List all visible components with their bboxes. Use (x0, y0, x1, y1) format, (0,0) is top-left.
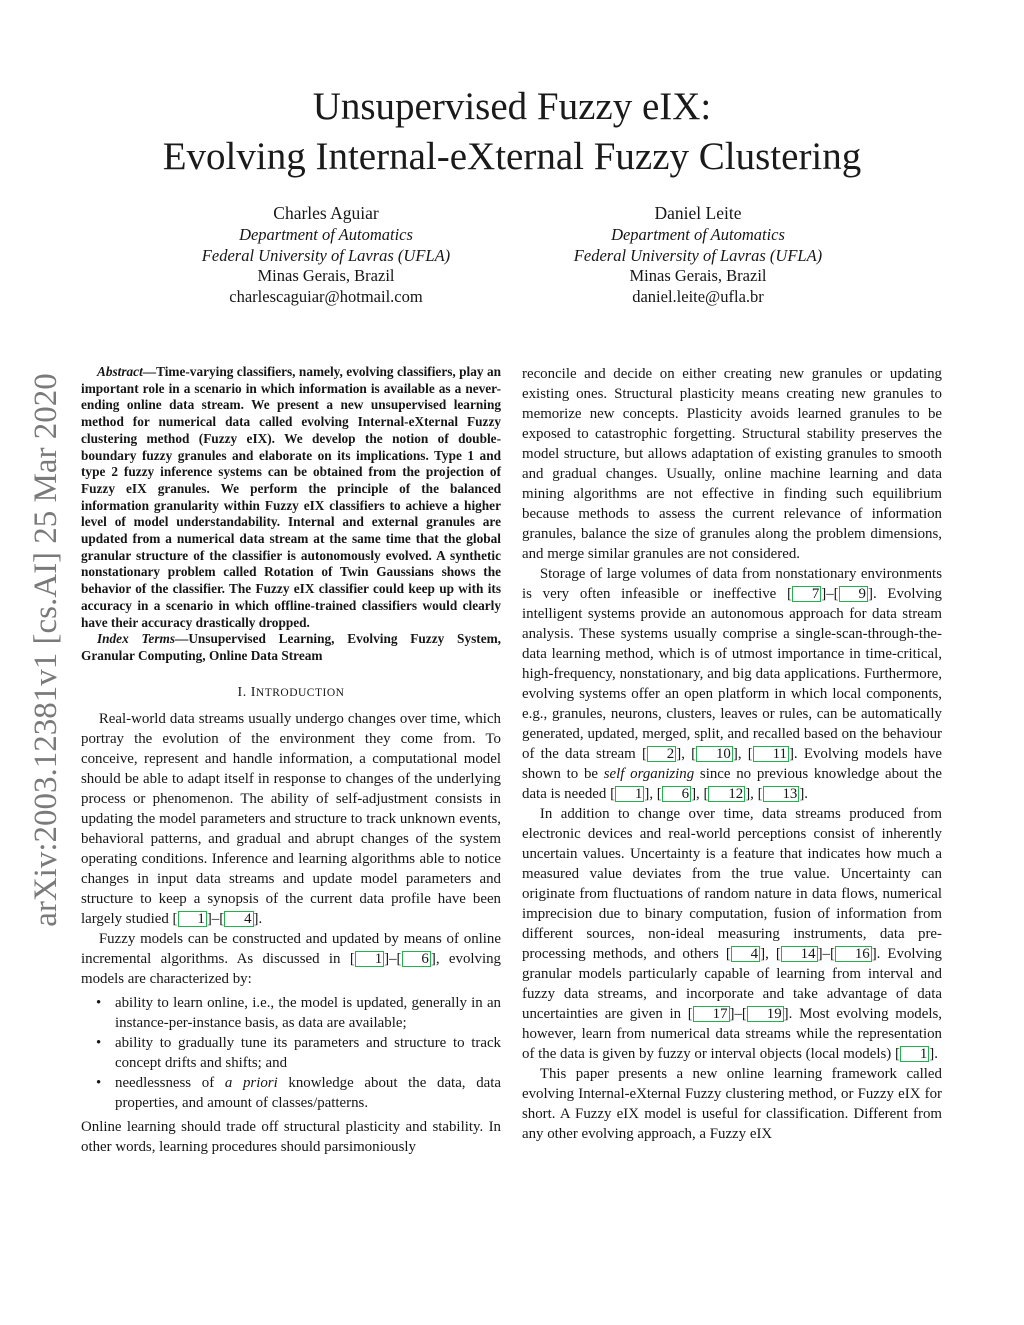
abstract-label: Abstract (96, 364, 143, 379)
citation-link[interactable]: 4 (224, 911, 253, 927)
citation-link[interactable]: 11 (753, 746, 789, 762)
citation-link[interactable]: 19 (747, 1006, 784, 1022)
paragraph: Fuzzy models can be constructed and updated by means of online incremental algorithms. As discussed in [ 1 ]–[ 6 ], evolving models are characterized by: (81, 930, 502, 987)
paragraph: Real-world data streams usually undergo changes over time, which portray the evolution of the environment they come from. To conceive, represent and handle information, a computational model should be able to adapt itself in response to changes of the underlying process or phenomenon. The ability of self-adjustment consists in updating the model parameters and structure to track unknown events, behavioral patterns, and gradual and abrupt changes of the system operating conditions. Inference and learning algorithms able to notice changes in input data streams and update model parameters and structure to keep a synopsis of the current data profile have been largely studied [ 1 ]–[ 4 ]. (81, 710, 501, 927)
title-line-1: Unsupervised Fuzzy eIX: (312, 85, 712, 128)
index-terms-text: —Unsupervised Learning, Evolving Fuzzy System, Granular Computing, Online Data Stream (81, 631, 501, 663)
citation-link[interactable]: 10 (696, 746, 733, 762)
citation-link[interactable]: 12 (708, 786, 745, 802)
arxiv-identifier[interactable]: arXiv:2003.12381v1 [cs.AI] 25 Mar 2020 (28, 373, 64, 927)
citation-link[interactable]: 13 (763, 786, 800, 802)
author-block-1 (126, 202, 526, 307)
list-item: • needlessness of a priori knowledge about the data, data properties, and amount of classes/patterns. (115, 1073, 501, 1113)
paragraph: Storage of large volumes of data from nonstationary environments is very often infeasible or ineffective [ 7 ]–[ 9 ]. Evolving intelligent systems provide an autonomous approach for data stream analysis. These systems usually comprise a single-scan-through-the-data learning method, which is of utmost importance in time-critical, high-frequency, nonstationary, and big data applications. Furthermore, evolving systems offer an open platform in which local components, e.g., granules, neurons, clusters, leaves or rules, can be automatically generated, updated, merged, split, and recalled based on the behaviour of the data stream [ 2 ], [ 10 ], [ 11 ]. Evolving models have shown to be self organizing since no previous knowledge about the data is needed [ 1 ], [ 6 ], [ 12 ], [ 13 ]. (522, 566, 942, 802)
bullet-list (81, 993, 501, 1113)
paper-title (0, 82, 1024, 182)
paragraph: This paper presents a new online learning framework called evolving Internal-eXternal Fuzzy clustering method, or Fuzzy eIX for short. A Fuzzy eIX model is useful for classification. Different from any other evolving approach, a Fuzzy eIX (522, 1066, 942, 1142)
abstract-text: —Time-varying classifiers, namely, evolving classifiers, play an important role in a scenario in which information is available as a never-ending online data stream. We present a new unsupervised learning method for numerical data called evolving Internal-eXternal Fuzzy clustering method (Fuzzy eIX). We develop the notion of double-boundary fuzzy granules and elaborate on its implications. Type 1 and type 2 fuzzy inference systems can be obtained from the projection of Fuzzy eIX granules. We perform the principle of the balanced information granularity within Fuzzy eIX classifiers to achieve a higher level of model understandability. Internal and external granules are updated from a numerical data stream at the same time that the global granular structure of the classifier is autonomously evolved. A synthetic nonstationary problem called Rotation of Twin Gaussians shows the behavior of the classifier. The Fuzzy eIX classifier could keep up with its accuracy in a scenario in which offline-trained classifiers would clearly have their accuracy drastically dropped. (81, 364, 501, 630)
citation-link[interactable]: 6 (402, 951, 431, 967)
paragraph: reconcile and decide on either creating new granules or updating existing ones. Structural plasticity means creating new granules to memorize new concepts. Plasticity avoids learned granules to be exposed to catastrophic forgetting. Structural stability preserves the model structure, but allows adaptation of existing granules to smooth and gradual changes. Usually, online machine learning and data mining algorithms are not effective in finding such equilibrium because methods to assess the current relevance of information granules, balance the size of granules along the problem dimensions, and merge similar granules are not considered. (522, 366, 942, 562)
list-item: • ability to gradually tune its parameters and structure to track concept drifts and shifts; and (115, 1033, 501, 1073)
citation-link[interactable]: 9 (839, 586, 868, 602)
citation-link[interactable]: 14 (781, 946, 818, 962)
author-name: Charles Aguiar (273, 203, 379, 223)
section-heading (81, 683, 501, 703)
author-location: Minas Gerais, Brazil (629, 266, 767, 285)
citation-link[interactable]: 17 (693, 1006, 730, 1022)
title-line-2: Evolving Internal-eXternal Fuzzy Clustering (162, 135, 862, 178)
abstract (81, 364, 501, 665)
author-department: Department of Automatics (239, 225, 413, 244)
section-title-rest: NTRODUCTION (255, 686, 345, 699)
citation-link[interactable]: 2 (647, 746, 676, 762)
paragraph: In addition to change over time, data streams produced from electronic devices and real-world perceptions consist of inherently uncertain values. Uncertainty is a feature that indicates how much a measured value deviates from the true value. Uncertainty can originate from fluctuations of random nature in data flows, numerical imprecision due to binary computation, fusion of information from different sources, non-ideal measuring instruments, data pre-processing methods, and others [ 4 ], [ 14 ]–[ 16 ]. Evolving granular models particularly capable of learning from interval and fuzzy data streams, and incorporate and take advantage of data uncertainties are given in [ 17 ]–[ 19 ]. Most evolving models, however, learn from numerical data streams while the representation of the data is given by fuzzy or interval objects (local models) [ 1 ]. (522, 806, 942, 1062)
list-item: • ability to learn online, i.e., the model is updated, generally in an instance-per-instance basis, as data are available; (115, 993, 501, 1033)
left-column (81, 364, 501, 1157)
citation-link[interactable]: 1 (178, 911, 207, 927)
citation-link[interactable]: 7 (792, 586, 821, 602)
author-block-2 (498, 202, 898, 307)
author-email[interactable]: daniel.leite@ufla.br (632, 286, 764, 306)
author-name: Daniel Leite (654, 203, 742, 223)
citation-link[interactable]: 1 (900, 1046, 929, 1062)
author-email[interactable]: charlescaguiar@hotmail.com (229, 286, 423, 306)
author-university: Federal University of Lavras (UFLA) (201, 245, 451, 265)
citation-link[interactable]: 4 (731, 946, 760, 962)
section-title-initial: I (250, 684, 256, 700)
section-number: I. (237, 684, 247, 700)
citation-link[interactable]: 16 (835, 946, 872, 962)
author-location: Minas Gerais, Brazil (257, 266, 395, 285)
citation-link[interactable]: 1 (355, 951, 384, 967)
index-terms-label: Index Terms (96, 631, 176, 647)
citation-link[interactable]: 6 (662, 786, 691, 802)
right-column (522, 364, 942, 1144)
author-department: Department of Automatics (611, 225, 785, 244)
author-university: Federal University of Lavras (UFLA) (573, 245, 823, 265)
citation-link[interactable]: 1 (615, 786, 644, 802)
paragraph: Online learning should trade off structural plasticity and stability. In other words, learning procedures should parsimoniously (81, 1118, 501, 1155)
